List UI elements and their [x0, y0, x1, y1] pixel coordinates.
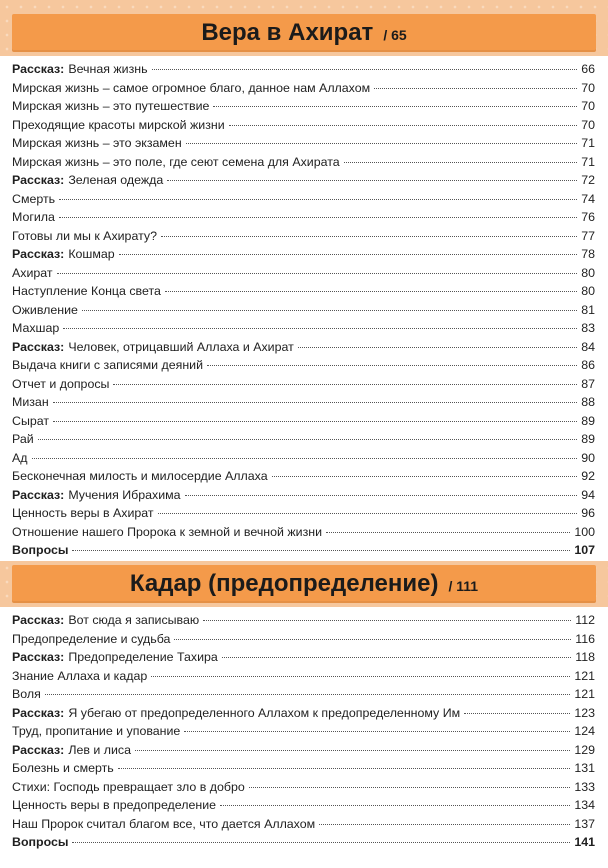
- toc-entry-title: [12, 97, 209, 116]
- story-label: Рассказ:: [12, 650, 65, 664]
- dot-leader: [229, 125, 578, 126]
- toc-entry-text: Оживление: [12, 302, 78, 317]
- toc-entry: [12, 648, 595, 667]
- toc-page-number: 71: [581, 136, 595, 150]
- section-header-qadar: [0, 561, 608, 607]
- toc-entry: [12, 412, 595, 431]
- dot-leader: [59, 199, 577, 200]
- dot-leader: [326, 532, 570, 533]
- dot-leader: [57, 273, 578, 274]
- toc-entry: [12, 815, 595, 834]
- toc-entry-title: [12, 630, 170, 649]
- dot-leader: [344, 162, 578, 163]
- toc-entry: [12, 430, 595, 449]
- toc-entry-title: [12, 833, 68, 852]
- dot-leader: [184, 731, 570, 732]
- toc-entry-text: Кошмар: [68, 247, 115, 261]
- toc-page-number: 94: [581, 487, 595, 502]
- toc-entry-title: [12, 301, 78, 320]
- toc-entry-text: Преходящие красоты мирской жизни: [12, 117, 225, 132]
- toc-entry-text: Мирская жизнь – это путешествие: [12, 99, 210, 113]
- toc-page-number: 86: [581, 358, 595, 372]
- toc-entry: [12, 171, 595, 190]
- toc-entry: [12, 741, 595, 760]
- toc-entry-text: Предопределение Тахира: [68, 650, 218, 664]
- dot-leader: [119, 254, 578, 255]
- toc-entry-text: Мизан: [12, 395, 49, 409]
- dot-leader: [72, 842, 570, 843]
- toc-entry-text: Бесконечная милость и милосердие Аллаха: [12, 469, 268, 483]
- toc-entry-text: Могила: [12, 210, 55, 224]
- dot-leader: [185, 495, 578, 496]
- toc-page-number: 124: [574, 724, 595, 738]
- toc-page-number: 70: [581, 80, 595, 95]
- toc-entry-text: Человек, отрицавший Аллаха и Ахират: [68, 339, 294, 354]
- toc-page-number: 90: [581, 450, 595, 465]
- toc-entry: [12, 282, 595, 301]
- story-label: Рассказ:: [12, 742, 65, 757]
- toc-entry: [12, 467, 595, 486]
- toc-entry-text: Наступление Конца света: [12, 284, 161, 298]
- dot-leader: [220, 805, 570, 806]
- dot-leader: [319, 824, 570, 825]
- toc-entry-title: [12, 796, 216, 815]
- toc-entry-title: [12, 153, 340, 172]
- toc-entry: [12, 611, 595, 630]
- toc-entry-title: [12, 722, 180, 741]
- toc-page-number: 107: [574, 543, 595, 557]
- toc-entry-title: [12, 467, 268, 486]
- toc-entry: [12, 116, 595, 135]
- story-label: Рассказ:: [12, 613, 65, 627]
- toc-entry-text: Отчет и допросы: [12, 376, 110, 391]
- story-label: Рассказ:: [12, 62, 65, 76]
- toc-page-number: 121: [574, 687, 595, 701]
- dot-leader: [45, 694, 570, 695]
- dot-leader: [203, 620, 571, 621]
- section-title: Кадар (предопределение): [129, 570, 439, 597]
- toc-entry-title: [12, 759, 114, 778]
- toc-entry-title: [12, 486, 181, 505]
- toc-entry: [12, 722, 595, 741]
- toc-entry-title: [12, 778, 245, 797]
- toc-entry: [12, 796, 595, 815]
- dot-leader: [298, 347, 577, 348]
- toc-entry-text: Стихи: Господь превращает зло в добро: [12, 779, 245, 794]
- dot-leader: [72, 550, 570, 551]
- toc-entry-text: Вопросы: [12, 835, 69, 849]
- dot-leader: [167, 180, 577, 181]
- toc-entry: [12, 523, 595, 542]
- toc-entry-title: [12, 504, 154, 523]
- toc-entry: [12, 264, 595, 283]
- toc-page-number: 80: [581, 265, 595, 280]
- dot-leader: [161, 236, 577, 237]
- toc-entry-text: Мирская жизнь – это экзамен: [12, 136, 182, 150]
- toc-page-number: 77: [581, 228, 595, 243]
- toc-entry: [12, 97, 595, 116]
- section-start-page: / 111: [448, 578, 479, 594]
- toc-entry-text: Мирская жизнь – это поле, где сеют семена для Ахирата: [12, 154, 340, 169]
- toc-entry-title: [12, 319, 59, 338]
- toc-entry-text: Труд, пропитание и упование: [12, 724, 181, 738]
- toc-page-number: 66: [581, 62, 595, 76]
- dot-leader: [207, 365, 577, 366]
- toc-entry-title: [12, 245, 115, 264]
- toc-entry-title: [12, 667, 147, 686]
- toc-entry-text: Зеленая одежда: [68, 173, 164, 187]
- toc-page-number: 121: [574, 668, 595, 683]
- toc-entry-title: [12, 611, 199, 630]
- toc-entry-text: Готовы ли мы к Ахирату?: [12, 228, 157, 243]
- toc-entry-title: [12, 741, 131, 760]
- dot-leader: [82, 310, 577, 311]
- toc-entry-text: Ценность веры в предопределение: [12, 798, 217, 812]
- story-label: Рассказ:: [12, 487, 65, 502]
- dot-leader: [63, 328, 577, 329]
- dot-leader: [151, 676, 570, 677]
- toc-entry: [12, 778, 595, 797]
- toc-entry: [12, 60, 595, 79]
- toc-page-number: 81: [581, 302, 595, 317]
- toc-page-number: 89: [581, 413, 595, 428]
- toc-entry: [12, 504, 595, 523]
- toc-page-number: 129: [574, 742, 595, 757]
- toc-page-number: 92: [581, 469, 595, 483]
- toc-entry-title: [12, 648, 218, 667]
- toc-entry-title: [12, 79, 370, 98]
- toc-page-number: 131: [574, 761, 595, 775]
- dot-leader: [222, 657, 571, 658]
- dot-leader: [32, 458, 578, 459]
- toc-page-number: 70: [581, 99, 595, 113]
- dot-leader: [113, 384, 577, 385]
- toc-entry-text: Рай: [12, 432, 34, 446]
- toc-page-number: 134: [574, 798, 595, 812]
- toc-entry-title: [12, 264, 53, 283]
- toc-page-number: 123: [574, 705, 595, 720]
- toc-entry: [12, 486, 595, 505]
- section-title-box: [12, 14, 596, 52]
- dot-leader: [186, 143, 578, 144]
- toc-page-number: 100: [574, 524, 595, 539]
- story-label: Рассказ:: [12, 705, 65, 720]
- toc-entry-text: Наш Пророк считал благом все, что дается Аллахом: [12, 816, 316, 831]
- toc-entry-title: [12, 208, 55, 227]
- dot-leader: [38, 439, 578, 440]
- toc-page-number: 88: [581, 395, 595, 409]
- toc-entry: [12, 245, 595, 264]
- toc-entry: [12, 190, 595, 209]
- toc-page-number: 112: [575, 613, 595, 627]
- toc-entry-title: [12, 541, 68, 560]
- toc-entry: [12, 375, 595, 394]
- toc-entry-text: Отношение нашего Пророка к земной и вечной жизни: [12, 524, 323, 539]
- dot-leader: [53, 402, 578, 403]
- dot-leader: [53, 421, 577, 422]
- section-title-box: [12, 565, 596, 603]
- dot-leader: [158, 513, 578, 514]
- story-label: Рассказ:: [12, 173, 65, 187]
- toc-entry: [12, 685, 595, 704]
- dot-leader: [272, 476, 578, 477]
- toc-entry-title: [12, 338, 294, 357]
- toc-page-number: 76: [581, 210, 595, 224]
- toc-entry: [12, 227, 595, 246]
- toc-entry-text: Мирская жизнь – самое огромное благо, данное нам Аллахом: [12, 80, 371, 95]
- toc-entry-text: Вот сюда я записываю: [68, 613, 200, 627]
- toc-entry-title: [12, 393, 49, 412]
- toc-page-number: 80: [581, 284, 595, 298]
- toc-page-number: 137: [574, 816, 595, 831]
- dot-leader: [249, 787, 571, 788]
- toc-page-number: 116: [575, 631, 595, 646]
- toc-entry-title: [12, 704, 460, 723]
- toc-entry-title: [12, 430, 34, 449]
- section-title: Вера в Ахират: [201, 19, 374, 46]
- toc-entry-title: [12, 60, 148, 79]
- toc-entry-text: Я убегаю от предопределенного Аллахом к предопределенному Им: [68, 705, 461, 720]
- toc-entry: [12, 667, 595, 686]
- toc-page-number: 72: [581, 173, 595, 187]
- toc-entry: [12, 208, 595, 227]
- toc-entry: [12, 449, 595, 468]
- toc-entry: [12, 704, 595, 723]
- toc-entry: [12, 79, 595, 98]
- toc-entry-text: Выдача книги с записями деяний: [12, 358, 204, 372]
- toc-list-akhirat: [12, 60, 595, 560]
- toc-entry: [12, 301, 595, 320]
- toc-page-number: 70: [581, 117, 595, 132]
- toc-page-number: 141: [574, 835, 595, 849]
- toc-entry-title: [12, 134, 182, 153]
- toc-page-number: 74: [581, 191, 595, 206]
- toc-entry: [12, 134, 595, 153]
- toc-entry-title: [12, 815, 315, 834]
- dot-leader: [135, 750, 570, 751]
- toc-entry-text: Воля: [12, 687, 41, 701]
- toc-entry-text: Предопределение и судьба: [12, 631, 171, 646]
- dot-leader: [174, 639, 571, 640]
- toc-entry-text: Мучения Ибрахима: [68, 487, 181, 502]
- toc-entry-text: Ахират: [12, 265, 53, 280]
- dot-leader: [118, 768, 571, 769]
- toc-entry: [12, 630, 595, 649]
- toc-entry-text: Лев и лиса: [68, 742, 131, 757]
- toc-entry-title: [12, 523, 322, 542]
- toc-entry-text: Смерть: [12, 191, 56, 206]
- toc-entry-text: Ад: [12, 450, 28, 465]
- toc-entry-title: [12, 412, 49, 431]
- toc-entry: [12, 541, 595, 560]
- dot-leader: [464, 713, 570, 714]
- toc-entry-text: Сырат: [12, 413, 50, 428]
- toc-entry-text: Болезнь и смерть: [12, 761, 114, 775]
- dot-leader: [213, 106, 577, 107]
- toc-page-number: 84: [581, 339, 595, 354]
- toc-entry-text: Вопросы: [12, 543, 69, 557]
- toc-entry-title: [12, 171, 163, 190]
- section-start-page: / 65: [383, 27, 407, 43]
- toc-entry: [12, 356, 595, 375]
- section-header-akhirat: [0, 0, 608, 56]
- story-label: Рассказ:: [12, 247, 65, 261]
- toc-page-number: 87: [581, 376, 595, 391]
- toc-entry-title: [12, 227, 157, 246]
- toc-entry-title: [12, 449, 28, 468]
- toc-entry: [12, 319, 595, 338]
- toc-entry-title: [12, 282, 161, 301]
- dot-leader: [59, 217, 577, 218]
- toc-page-number: 71: [581, 154, 595, 169]
- story-label: Рассказ:: [12, 339, 65, 354]
- toc-page-number: 96: [581, 506, 595, 520]
- toc-page-number: 78: [581, 247, 595, 261]
- dot-leader: [374, 88, 577, 89]
- toc-entry-text: Знание Аллаха и кадар: [12, 668, 148, 683]
- toc-entry: [12, 153, 595, 172]
- toc-entry: [12, 759, 595, 778]
- toc-entry-title: [12, 116, 225, 135]
- toc-entry: [12, 393, 595, 412]
- toc-entry-title: [12, 375, 109, 394]
- toc-page-number: 83: [581, 321, 595, 335]
- toc-entry: [12, 833, 595, 852]
- toc-entry-title: [12, 190, 55, 209]
- toc-entry-text: Вечная жизнь: [68, 62, 148, 76]
- toc-entry-text: Махшар: [12, 321, 60, 335]
- toc-page-number: 133: [574, 779, 595, 794]
- toc-list-qadar: [12, 611, 595, 852]
- toc-entry-text: Ценность веры в Ахират: [12, 506, 154, 520]
- toc-page-number: 118: [575, 650, 595, 664]
- toc-entry-title: [12, 685, 41, 704]
- dot-leader: [152, 69, 578, 70]
- dot-leader: [165, 291, 577, 292]
- toc-entry-title: [12, 356, 203, 375]
- toc-entry: [12, 338, 595, 357]
- toc-page-number: 89: [581, 432, 595, 446]
